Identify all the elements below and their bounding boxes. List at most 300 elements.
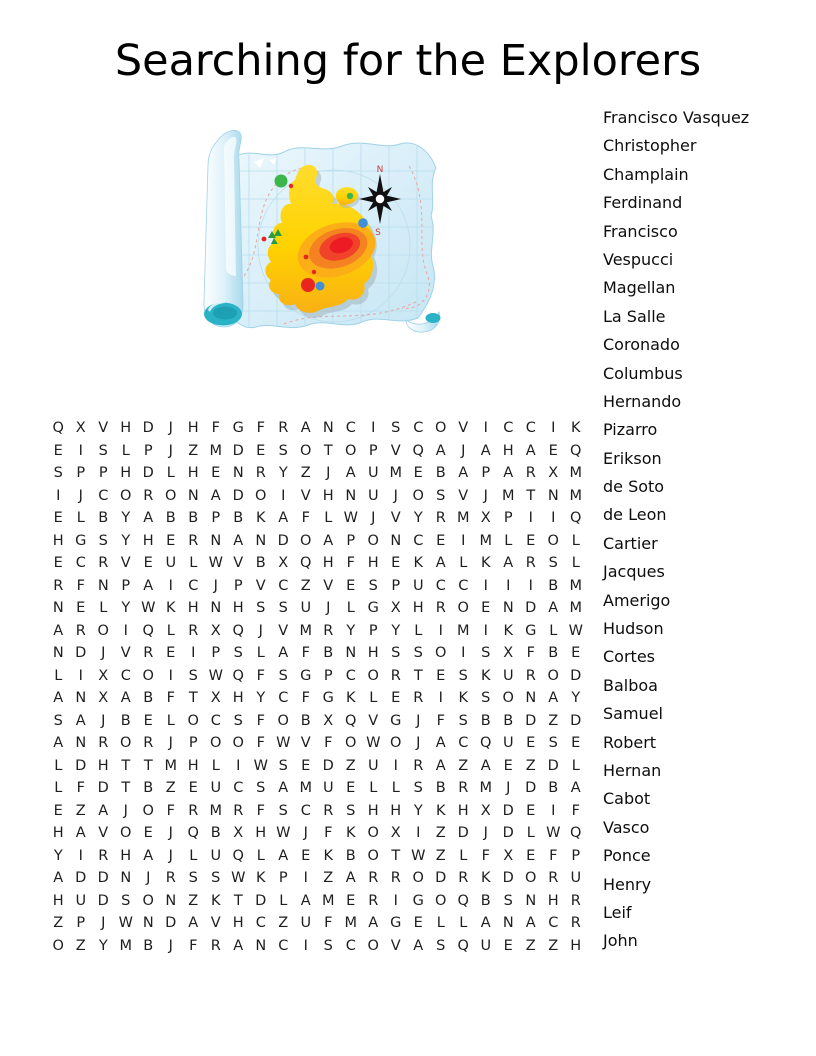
grid-letter: O <box>525 870 537 886</box>
grid-letter: W <box>208 667 223 684</box>
grid-letter: J <box>416 735 421 751</box>
grid-letter: O <box>435 420 447 436</box>
grid-letter: I <box>393 892 398 909</box>
grid-letter: D <box>232 442 244 459</box>
grid-letter: I <box>303 870 308 886</box>
grid-row <box>47 620 587 643</box>
grid-letter: U <box>75 892 87 909</box>
grid-letter: F <box>256 712 265 729</box>
grid-letter: B <box>233 510 244 526</box>
grid-letter: C <box>278 690 289 706</box>
grid-letter: F <box>76 780 85 796</box>
grid-letter: B <box>480 712 491 729</box>
grid-letter: J <box>326 600 331 616</box>
grid-letter: E <box>436 532 446 549</box>
grid-letter: K <box>480 870 491 886</box>
grid-letter: Q <box>570 825 582 841</box>
grid-letter: Q <box>457 892 469 909</box>
grid-letter: N <box>210 532 222 549</box>
grid-letter: A <box>368 915 379 931</box>
grid-letter: M <box>299 780 312 796</box>
grid-letter: O <box>300 532 312 549</box>
grid-letter: A <box>300 892 311 909</box>
grid-letter: A <box>435 555 446 571</box>
grid-letter: B <box>435 465 446 481</box>
grid-letter: M <box>501 487 515 504</box>
grid-letter: H <box>232 690 244 706</box>
word-search-grid <box>47 417 587 957</box>
grid-letter: R <box>323 802 334 819</box>
grid-letter: E <box>211 465 221 481</box>
word-list-item: Henry <box>603 874 652 894</box>
grid-letter: R <box>188 532 199 549</box>
grid-letter: N <box>75 735 87 751</box>
grid-letter: B <box>165 510 176 526</box>
grid-letter: J <box>146 870 151 886</box>
grid-letter: R <box>255 465 266 481</box>
grid-letter: S <box>481 645 491 661</box>
grid-letter: Y <box>278 465 288 481</box>
grid-letter: E <box>256 442 266 459</box>
grid-letter: H <box>457 802 469 819</box>
grid-letter: D <box>502 802 514 819</box>
grid-letter: L <box>369 780 378 796</box>
grid-letter: S <box>121 892 131 909</box>
grid-letter: F <box>571 802 580 819</box>
grid-row <box>47 800 587 823</box>
grid-letter: C <box>458 577 469 594</box>
grid-letter: U <box>322 780 334 796</box>
grid-row <box>47 642 587 665</box>
grid-letter: E <box>526 532 536 549</box>
grid-letter: S <box>278 757 288 774</box>
grid-letter: Q <box>187 825 199 841</box>
grid-letter: K <box>210 892 221 909</box>
grid-letter: P <box>233 577 243 594</box>
grid-letter: E <box>301 847 311 864</box>
grid-letter: N <box>525 690 537 706</box>
grid-letter: L <box>256 847 265 864</box>
grid-letter: Z <box>525 757 536 774</box>
blue-marker <box>358 218 368 228</box>
grid-letter: I <box>393 757 398 774</box>
grid-letter: M <box>569 577 582 594</box>
grid-letter: R <box>368 892 379 909</box>
grid-letter: R <box>98 555 109 571</box>
grid-letter: N <box>502 915 514 931</box>
grid-letter: Y <box>346 622 356 639</box>
grid-letter: A <box>233 937 244 954</box>
word-list-item: Pizarro <box>603 420 658 440</box>
grid-letter: F <box>436 712 445 729</box>
grid-letter: W <box>568 622 583 639</box>
grid-letter: G <box>322 690 334 706</box>
grid-letter: Z <box>75 802 86 819</box>
grid-letter: U <box>502 735 514 751</box>
grid-letter: D <box>525 780 537 796</box>
grid-letter: O <box>165 487 177 504</box>
grid-letter: E <box>53 802 63 819</box>
grid-letter: V <box>458 487 469 504</box>
grid-letter: M <box>119 937 132 954</box>
grid-letter: A <box>278 510 289 526</box>
grid-letter: V <box>390 442 401 459</box>
grid-letter: K <box>323 847 333 864</box>
grid-letter: E <box>413 915 423 931</box>
grid-letter: G <box>412 892 424 909</box>
grid-letter: A <box>75 825 86 841</box>
grid-letter: T <box>526 487 536 504</box>
grid-letter: Q <box>232 847 244 864</box>
grid-letter: P <box>76 465 86 481</box>
grid-letter: N <box>322 420 334 436</box>
grid-letter: V <box>255 577 266 594</box>
grid-letter: J <box>461 442 466 459</box>
grid-letter: F <box>166 690 175 706</box>
word-list-item: Amerigo <box>603 590 671 610</box>
grid-letter: Y <box>571 690 581 706</box>
grid-letter: B <box>548 645 559 661</box>
grid-letter: L <box>189 847 198 864</box>
grid-letter: F <box>481 847 490 864</box>
grid-letter: Y <box>121 510 131 526</box>
grid-letter: E <box>346 780 356 796</box>
grid-letter: C <box>435 577 446 594</box>
grid-letter: B <box>255 555 266 571</box>
grid-letter: X <box>278 555 289 571</box>
red-marker-large <box>301 278 315 292</box>
grid-letter: W <box>276 735 291 751</box>
grid-letter: D <box>547 757 559 774</box>
grid-letter: M <box>456 510 470 526</box>
grid-letter: S <box>53 712 63 729</box>
compass-south-label: S <box>375 228 381 238</box>
grid-letter: E <box>143 712 153 729</box>
grid-letter: B <box>143 937 154 954</box>
grid-row <box>47 665 587 688</box>
grid-row <box>47 732 587 755</box>
grid-letter: L <box>459 555 468 571</box>
grid-letter: R <box>188 622 199 639</box>
grid-letter: A <box>548 600 559 616</box>
grid-row <box>47 485 587 508</box>
grid-letter: S <box>188 667 198 684</box>
grid-letter: C <box>98 487 109 504</box>
grid-letter: U <box>367 465 379 481</box>
grid-letter: I <box>483 420 488 436</box>
grid-letter: F <box>256 802 265 819</box>
grid-letter: I <box>78 667 83 684</box>
grid-letter: R <box>458 780 469 796</box>
grid-letter: D <box>322 757 334 774</box>
grid-letter: K <box>480 667 491 684</box>
scroll-roll-left <box>204 130 243 327</box>
grid-letter: R <box>278 420 289 436</box>
grid-letter: Z <box>435 825 446 841</box>
grid-letter: S <box>548 735 558 751</box>
grid-letter: V <box>390 937 401 954</box>
grid-letter: A <box>143 510 154 526</box>
grid-row <box>47 417 587 440</box>
grid-letter: E <box>503 757 513 774</box>
grid-letter: N <box>525 892 537 909</box>
grid-letter: I <box>56 487 61 504</box>
grid-letter: A <box>278 780 289 796</box>
grid-letter: O <box>345 442 357 459</box>
grid-letter: E <box>53 510 63 526</box>
grid-letter: K <box>570 420 581 436</box>
grid-letter: J <box>123 802 128 819</box>
grid-letter: D <box>457 825 469 841</box>
grid-letter: C <box>233 780 244 796</box>
grid-letter: D <box>232 487 244 504</box>
grid-letter: V <box>300 487 311 504</box>
grid-letter: D <box>97 892 109 909</box>
grid-letter: D <box>142 465 154 481</box>
grid-letter: W <box>276 825 291 841</box>
grid-letter: N <box>210 600 222 616</box>
grid-letter: Q <box>457 937 469 954</box>
grid-letter: U <box>570 870 582 886</box>
grid-letter: M <box>321 892 335 909</box>
grid-letter: J <box>168 420 173 436</box>
grid-letter: S <box>233 712 243 729</box>
grid-letter: L <box>54 667 63 684</box>
grid-letter: D <box>502 825 514 841</box>
grid-letter: S <box>436 487 446 504</box>
grid-letter: I <box>551 420 556 436</box>
grid-letter: L <box>256 645 265 661</box>
grid-letter: F <box>166 802 175 819</box>
grid-letter: V <box>233 555 244 571</box>
grid-letter: C <box>278 577 289 594</box>
grid-letter: H <box>187 757 199 774</box>
grid-letter: X <box>503 847 514 864</box>
grid-letter: Z <box>165 780 176 796</box>
grid-letter: J <box>78 487 83 504</box>
grid-letter: B <box>548 577 559 594</box>
grid-letter: R <box>548 870 559 886</box>
grid-letter: U <box>300 915 312 931</box>
grid-letter: N <box>345 487 357 504</box>
grid-letter: J <box>416 712 421 729</box>
grid-letter: H <box>142 532 154 549</box>
grid-letter: V <box>210 915 221 931</box>
grid-row <box>47 597 587 620</box>
grid-letter: X <box>233 825 244 841</box>
grid-row <box>47 440 587 463</box>
word-list-item: Magellan <box>603 278 676 298</box>
word-list-item: Ferdinand <box>603 193 683 213</box>
grid-letter: E <box>53 555 63 571</box>
grid-letter: E <box>301 757 311 774</box>
grid-letter: H <box>255 825 267 841</box>
grid-letter: M <box>569 487 582 504</box>
grid-letter: V <box>278 622 289 639</box>
grid-letter: T <box>413 667 423 684</box>
grid-letter: I <box>551 802 556 819</box>
grid-letter: P <box>211 645 221 661</box>
grid-letter: L <box>391 780 400 796</box>
grid-letter: H <box>187 600 199 616</box>
grid-letter: Z <box>53 915 64 931</box>
grid-letter: A <box>278 645 289 661</box>
grid-letter: N <box>52 600 64 616</box>
grid-letter: C <box>345 937 356 954</box>
grid-letter: R <box>98 847 109 864</box>
grid-letter: E <box>481 600 491 616</box>
grid-letter: D <box>75 645 87 661</box>
grid-letter: E <box>571 735 581 751</box>
grid-letter: Y <box>413 802 423 819</box>
grid-letter: M <box>479 780 492 796</box>
grid-letter: H <box>412 600 424 616</box>
grid-letter: B <box>503 712 514 729</box>
grid-letter: M <box>479 532 492 549</box>
red-dot <box>262 237 267 242</box>
grid-letter: O <box>97 622 109 639</box>
grid-letter: R <box>435 510 446 526</box>
grid-letter: A <box>278 847 289 864</box>
grid-letter: F <box>256 420 265 436</box>
word-list-item: Champlain <box>603 164 689 184</box>
grid-letter: H <box>367 645 379 661</box>
grid-letter: B <box>143 780 154 796</box>
grid-letter: C <box>525 420 536 436</box>
grid-letter: S <box>98 442 108 459</box>
grid-letter: Z <box>548 712 559 729</box>
grid-letter: J <box>326 465 331 481</box>
grid-letter: T <box>188 690 198 706</box>
grid-letter: S <box>278 600 288 616</box>
grid-letter: B <box>345 847 356 864</box>
treasure-map-svg <box>184 126 446 348</box>
grid-letter: K <box>480 555 491 571</box>
grid-letter: D <box>75 757 87 774</box>
grid-letter: G <box>367 600 379 616</box>
grid-letter: R <box>368 870 379 886</box>
grid-letter: E <box>143 555 153 571</box>
grid-letter: C <box>413 532 424 549</box>
grid-letter: O <box>367 825 379 841</box>
grid-letter: B <box>143 690 154 706</box>
grid-letter: A <box>188 915 199 931</box>
grid-letter: D <box>525 712 537 729</box>
grid-letter: M <box>299 622 312 639</box>
grid-letter: B <box>300 712 311 729</box>
grid-letter: P <box>121 577 131 594</box>
grid-letter: A <box>345 465 356 481</box>
grid-letter: A <box>143 847 154 864</box>
grid-letter: L <box>166 712 175 729</box>
grid-letter: R <box>188 802 199 819</box>
word-list-item: de Soto <box>603 477 665 497</box>
grid-letter: S <box>256 600 266 616</box>
grid-letter: M <box>569 600 582 616</box>
grid-letter: L <box>369 690 378 706</box>
grid-letter: L <box>571 555 580 571</box>
grid-row <box>47 935 587 958</box>
grid-letter: A <box>480 757 491 774</box>
grid-letter: D <box>255 892 267 909</box>
grid-letter: W <box>411 847 426 864</box>
grid-letter: P <box>481 465 491 481</box>
grid-letter: O <box>300 442 312 459</box>
grid-letter: M <box>209 802 222 819</box>
word-list-item: Erikson <box>603 448 662 468</box>
grid-letter: S <box>391 645 401 661</box>
word-list-item: Christopher <box>603 136 697 156</box>
grid-letter: H <box>52 532 64 549</box>
grid-row <box>47 867 587 890</box>
grid-letter: B <box>548 780 559 796</box>
grid-letter: O <box>232 735 244 751</box>
grid-letter: D <box>502 870 514 886</box>
grid-letter: Y <box>413 510 423 526</box>
word-list-item: Francisco Vasquez <box>603 108 750 127</box>
grid-letter: Y <box>121 600 131 616</box>
grid-letter: O <box>120 825 132 841</box>
word-list-item: Francisco <box>603 221 678 241</box>
grid-letter: I <box>438 622 443 639</box>
grid-letter: Z <box>300 577 311 594</box>
grid-letter: L <box>436 915 445 931</box>
word-list-item: Samuel <box>603 704 663 724</box>
grid-letter: E <box>526 847 536 864</box>
grid-letter: L <box>76 510 85 526</box>
grid-letter: S <box>481 690 491 706</box>
grid-letter: A <box>53 622 64 639</box>
grid-letter: J <box>483 825 488 841</box>
grid-letter: I <box>528 510 533 526</box>
grid-letter: D <box>277 532 289 549</box>
blue-marker <box>316 282 325 291</box>
grid-letter: L <box>211 757 220 774</box>
grid-letter: H <box>187 465 199 481</box>
grid-letter: H <box>322 487 334 504</box>
grid-letter: N <box>345 645 357 661</box>
grid-letter: F <box>549 847 558 864</box>
grid-letter: R <box>435 600 446 616</box>
grid-letter: R <box>390 667 401 684</box>
grid-letter: Y <box>391 622 401 639</box>
grid-letter: M <box>389 465 402 481</box>
red-dot <box>312 270 316 274</box>
grid-letter: V <box>120 645 131 661</box>
grid-letter: B <box>323 645 334 661</box>
grid-letter: X <box>503 645 514 661</box>
grid-letter: E <box>53 442 63 459</box>
grid-letter: L <box>459 847 468 864</box>
grid-letter: O <box>187 712 199 729</box>
grid-letter: S <box>256 780 266 796</box>
grid-letter: A <box>210 487 221 504</box>
grid-letter: J <box>258 622 263 639</box>
word-list-item: Hernando <box>603 391 682 411</box>
grid-letter: J <box>393 487 398 504</box>
grid-letter: S <box>98 532 108 549</box>
word-list-item: Balboa <box>603 675 658 695</box>
grid-letter: C <box>413 420 424 436</box>
grid-letter: E <box>391 555 401 571</box>
grid-letter: H <box>120 847 132 864</box>
grid-letter: D <box>570 712 582 729</box>
grid-letter: P <box>76 915 86 931</box>
grid-letter: A <box>143 577 154 594</box>
grid-letter: T <box>121 757 131 774</box>
grid-letter: E <box>526 735 536 751</box>
grid-letter: O <box>255 487 267 504</box>
